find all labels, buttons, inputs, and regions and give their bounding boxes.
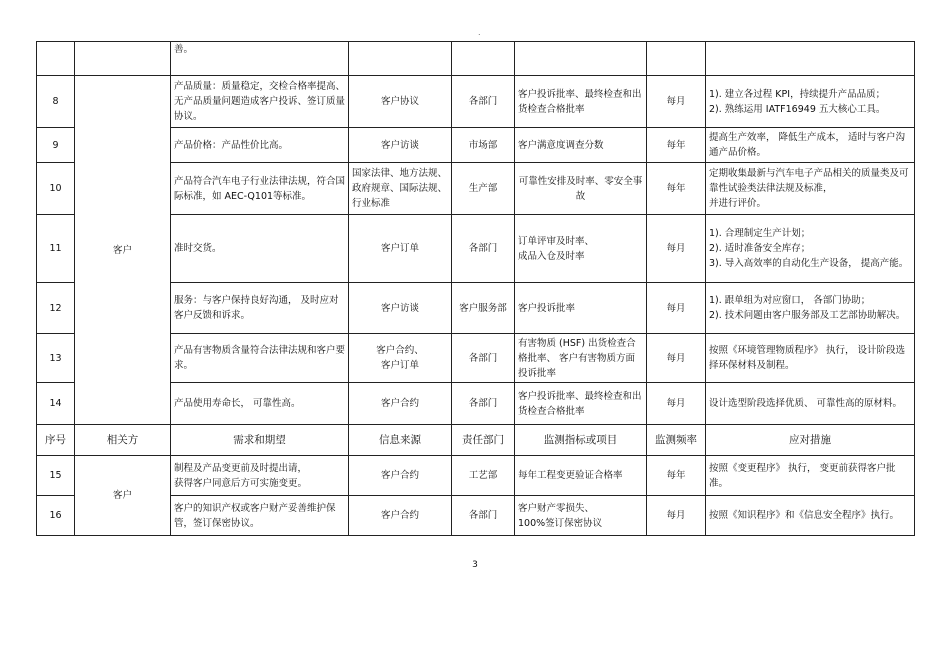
page-number: 3 [472, 560, 478, 570]
top-mark: . [478, 28, 481, 37]
cell-source [349, 42, 452, 76]
needs-expectations-table [36, 41, 915, 536]
cell-source: 客户合约 [349, 456, 452, 496]
cell-dept [452, 42, 515, 76]
header-no: 序号 [37, 425, 75, 456]
cell-no: 12 [37, 283, 75, 334]
cell-needs: 善。 [171, 42, 349, 76]
header-measures: 应对措施 [706, 425, 915, 456]
cell-measures [706, 42, 915, 76]
cell-dept: 各部门 [452, 76, 515, 128]
header-freq: 监测频率 [647, 425, 706, 456]
cell-freq: 每月 [647, 215, 706, 283]
cell-freq: 每年 [647, 128, 706, 163]
cell-measures: 1). 合理制定生产计划； 2). 适时准备安全库存； 3). 导入高效率的自动化生产设备， 提高产能。 [706, 215, 915, 283]
cell-party-group: 客户 [75, 456, 171, 536]
table-row [37, 456, 915, 496]
cell-needs: 产品有害物质含量符合法律法规和客户要求。 [171, 334, 349, 383]
cell-measures: 提高生产效率， 降低生产成本， 适时与客户沟通产品价格。 [706, 128, 915, 163]
cell-needs: 产品符合汽车电子行业法律法规，符合国际标准，如 AEC-Q101等标准。 [171, 163, 349, 215]
cell-no: 15 [37, 456, 75, 496]
cell-source: 国家法律、地方法规、政府规章、国际法规、行业标准 [349, 163, 452, 215]
cell-indicator: 客户财产零损失、 100%签订保密协议 [515, 496, 647, 536]
header-source: 信息来源 [349, 425, 452, 456]
cell-measures: 1). 建立各过程 KPI，持续提升产品品质； 2). 熟练运用 IATF16949 五大核心工具。 [706, 76, 915, 128]
header-needs: 需求和期望 [171, 425, 349, 456]
cell-no: 10 [37, 163, 75, 215]
cell-no: 13 [37, 334, 75, 383]
header-indicator: 监测指标或项目 [515, 425, 647, 456]
cell-indicator: 每年工程变更验证合格率 [515, 456, 647, 496]
cell-source: 客户协议 [349, 76, 452, 128]
header-party: 相关方 [75, 425, 171, 456]
cell-source: 客户合约 [349, 496, 452, 536]
cell-needs: 服务：与客户保持良好沟通， 及时应对客户反馈和诉求。 [171, 283, 349, 334]
cell-dept: 各部门 [452, 383, 515, 425]
cell-needs: 客户的知识产权或客户财产妥善维护保管，签订保密协议。 [171, 496, 349, 536]
cell-indicator: 客户投诉批率、最终检查和出货检查合格批率 [515, 76, 647, 128]
cell-measures: 按照《环境管理物质程序》 执行， 设计阶段选择环保材料及制程。 [706, 334, 915, 383]
cell-needs: 制程及产品变更前及时提出请， 获得客户同意后方可实施变更。 [171, 456, 349, 496]
cell-freq: 每年 [647, 456, 706, 496]
cell-indicator: 客户投诉批率 [515, 283, 647, 334]
cell-indicator [515, 42, 647, 76]
header-dept: 责任部门 [452, 425, 515, 456]
table-header-row [37, 425, 915, 456]
cell-no: 8 [37, 76, 75, 128]
cell-indicator: 客户满意度调查分数 [515, 128, 647, 163]
cell-party [75, 42, 171, 76]
cell-dept: 各部门 [452, 215, 515, 283]
table-row [37, 76, 915, 128]
cell-indicator: 有害物质 (HSF) 出货检查合格批率、 客户有害物质方面投诉批率 [515, 334, 647, 383]
cell-dept: 市场部 [452, 128, 515, 163]
cell-measures: 按照《变更程序》 执行， 变更前获得客户批准。 [706, 456, 915, 496]
cell-no: 14 [37, 383, 75, 425]
cell-source: 客户访谈 [349, 128, 452, 163]
cell-needs: 产品使用寿命长， 可靠性高。 [171, 383, 349, 425]
cell-no: 9 [37, 128, 75, 163]
cell-no: 16 [37, 496, 75, 536]
cell-source: 客户合约 [349, 383, 452, 425]
cell-no: 11 [37, 215, 75, 283]
cell-freq: 每月 [647, 383, 706, 425]
cell-needs: 准时交货。 [171, 215, 349, 283]
cell-freq: 每年 [647, 163, 706, 215]
cell-measures: 按照《知识程序》和《信息安全程序》执行。 [706, 496, 915, 536]
cell-needs: 产品质量：质量稳定，交检合格率提高、无产品质量问题造成客户投诉、签订质量协议。 [171, 76, 349, 128]
cell-needs: 产品价格：产品性价比高。 [171, 128, 349, 163]
cell-dept: 各部门 [452, 334, 515, 383]
cell-freq: 每月 [647, 334, 706, 383]
cell-measures: 设计选型阶段选择优质、 可靠性高的原材料。 [706, 383, 915, 425]
table-row [37, 42, 915, 76]
cell-source: 客户访谈 [349, 283, 452, 334]
cell-dept: 客户服务部 [452, 283, 515, 334]
cell-indicator: 可靠性安排及时率、零安全事故 [515, 163, 647, 215]
cell-source: 客户订单 [349, 215, 452, 283]
cell-freq: 每月 [647, 283, 706, 334]
cell-source: 客户合约、 客户订单 [349, 334, 452, 383]
cell-dept: 工艺部 [452, 456, 515, 496]
cell-freq: 每月 [647, 496, 706, 536]
cell-indicator: 订单评审及时率、 成品入仓及时率 [515, 215, 647, 283]
cell-indicator: 客户投诉批率、最终检查和出货检查合格批率 [515, 383, 647, 425]
cell-party-group: 客户 [75, 76, 171, 425]
cell-dept: 生产部 [452, 163, 515, 215]
cell-freq: 每月 [647, 76, 706, 128]
cell-measures: 1). 跟单组为对应窗口， 各部门协助； 2). 技术问题由客户服务部及工艺部协助解决。 [706, 283, 915, 334]
cell-freq [647, 42, 706, 76]
cell-no [37, 42, 75, 76]
cell-measures: 定期收集最新与汽车电子产品相关的质量类及可靠性试验类法律法规及标准， 并进行评价。 [706, 163, 915, 215]
cell-dept: 各部门 [452, 496, 515, 536]
